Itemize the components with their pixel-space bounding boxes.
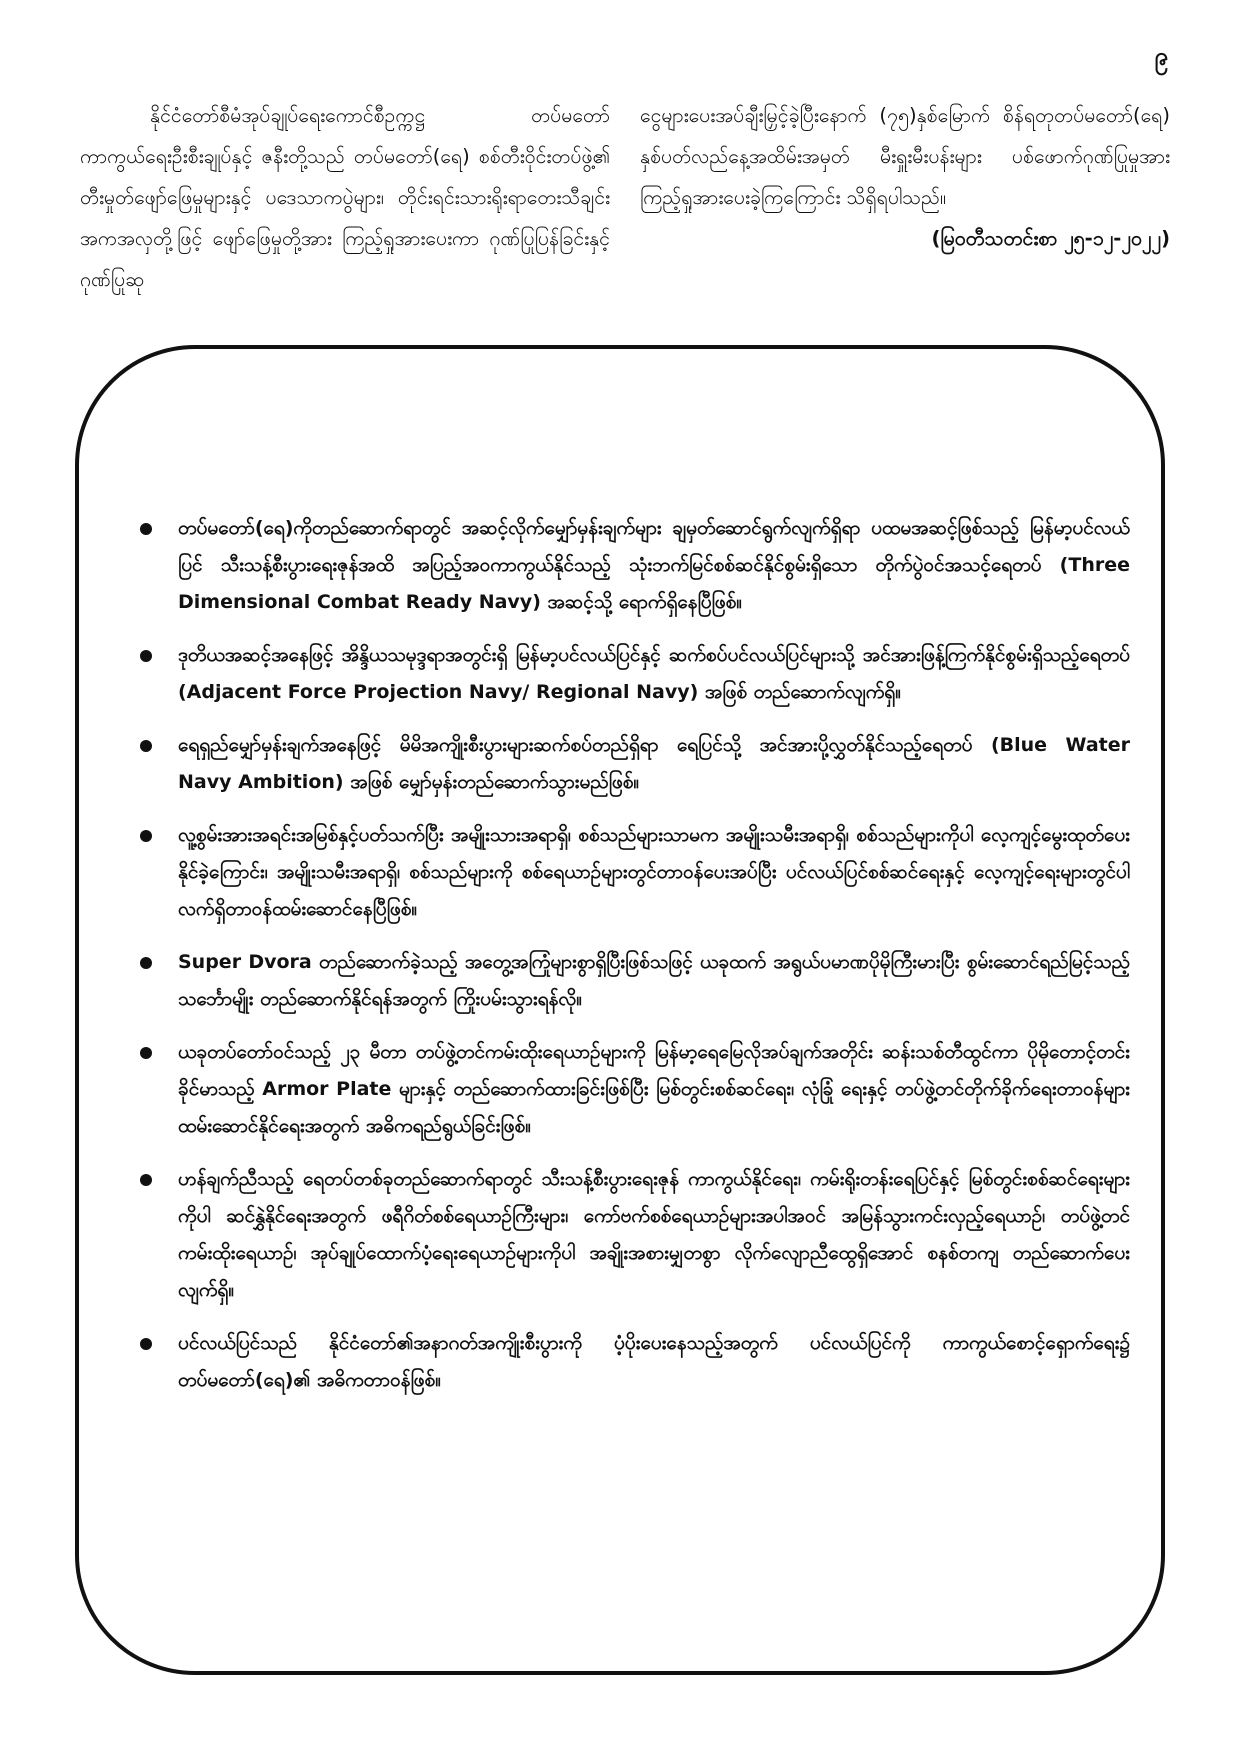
bullet-item: [140, 1325, 1130, 1399]
bullet-text: Super Dvora တည်ဆောက်ခဲ့သည့် အတွေ့အကြုံများစွာရှိပြီးဖြစ်သဖြင့် ယခုထက် အရွယ်ပမာဏပိုမိုကြီးမားပြီး စွမ်းဆောင်ရည်မြင့်သည့်သင်္ဘောမျိုး တည်ဆောက်နိုင်ရန်အတွက် ကြိုးပမ်းသွားရန်လို။: [178, 951, 1130, 1010]
left-paragraph: နိုင်ငံတော်စီမံအုပ်ချုပ်ရေးကောင်စီဥက္ကဋ္ဌ တပ်မတော်ကာကွယ်ရေးဦးစီးချုပ်နှင့် ဇနီးတို့သည် တပ်မတော်(ရေ) စစ်တီးဝိုင်းတပ်ဖွဲ့၏ တီးမှုတ်ဖျော်ဖြေမှုများနှင့် ပဒေသာကပွဲများ၊ တိုင်းရင်းသားရိုးရာတေးသီချင်းအကအလှတို့ဖြင့် ဖျော်ဖြေမှုတို့အား ကြည့်ရှုအားပေးကာ ဂုဏ်ပြုပြန်ခြင်းနှင့် ဂုဏ်ပြုဆု: [80, 104, 610, 291]
bullet-list: [140, 510, 1130, 1415]
bullet-dot-icon: [140, 830, 152, 842]
bullet-item: [140, 1034, 1130, 1145]
bullet-item: [140, 1161, 1130, 1309]
top-columns: [80, 95, 1170, 300]
bullet-item: [140, 944, 1130, 1018]
bullet-dot-icon: [140, 523, 152, 535]
bullet-text: ပင်လယ်ပြင်သည် နိုင်ငံတော်၏အနာဂတ်အကျိုးစီးပွားကို ပံ့ပိုးပေးနေသည့်အတွက် ပင်လယ်ပြင်ကို ကာကွယ်စောင့်ရှောက်ရေး၌ တပ်မတော်(ရေ)၏ အဓိကတာဝန်ဖြစ်။: [178, 1332, 1130, 1391]
left-column: [80, 95, 610, 300]
bullet-dot-icon: [140, 1047, 152, 1059]
bullet-dot-icon: [140, 1174, 152, 1186]
bullet-text: တပ်မတော်(ရေ)ကိုတည်ဆောက်ရာတွင် အဆင့်လိုက်မျှော်မှန်းချက်များ ချမှတ်ဆောင်ရွက်လျက်ရှိရာ ပထမအဆင့်ဖြစ်သည့် မြန်မာ့ပင်လယ်ပြင် သီးသန့်စီးပွားရေးဇုန်အထိ အပြည့်အဝကာကွယ်နိုင်သည့် သုံးဘက်မြင်စစ်ဆင်နိုင်စွမ်းရှိသော တိုက်ပွဲဝင်အသင့်ရေတပ် (Three Dimensional Combat Ready Navy) အဆင့်သို့ ရောက်ရှိနေပြီဖြစ်။: [178, 517, 1130, 613]
bullet-text: ယခုတပ်တော်ဝင်သည့် ၂၃ မီတာ တပ်ဖွဲ့တင်ကမ်းထိုးရေယာဉ်များကို မြန်မာ့ရေမြေလိုအပ်ချက်အတိုင်း ဆန်းသစ်တီထွင်ကာ ပိုမိုတောင့်တင်းခိုင်မာသည့် Armor Plate များနှင့် တည်ဆောက်ထားခြင်းဖြစ်ပြီး မြစ်တွင်းစစ်ဆင်ရေး၊ လုံခြုံ ရေးနှင့် တပ်ဖွဲ့တင်တိုက်ခိုက်ရေးတာဝန်များ ထမ်းဆောင်နိုင်ရေးအတွက် အဓိကရည်ရွယ်ခြင်းဖြစ်။: [178, 1041, 1130, 1137]
page-number: ၉: [1154, 42, 1168, 70]
bullet-dot-icon: [140, 650, 152, 662]
bullet-item: [140, 817, 1130, 928]
bullet-dot-icon: [140, 1338, 152, 1350]
bullet-text: ရေရှည်မျှော်မှန်းချက်အနေဖြင့် မိမိအကျိုးစီးပွားများဆက်စပ်တည်ရှိရာ ရေပြင်သို့ အင်အားပို့လွှတ်နိုင်သည့်ရေတပ် (Blue Water Navy Ambition) အဖြစ် မျှော်မှန်းတည်ဆောက်သွားမည်ဖြစ်။: [178, 734, 1130, 793]
right-column: [640, 95, 1170, 300]
bullet-text: ဒုတိယအဆင့်အနေဖြင့် အိန္ဒိယသမုဒ္ဒရာအတွင်းရှိ မြန်မာ့ပင်လယ်ပြင်နှင့် ဆက်စပ်ပင်လယ်ပြင်များသို့ အင်အားဖြန့်ကြက်နိုင်စွမ်းရှိသည့်ရေတပ် (Adjacent Force Projection Navy/ Regional Navy) အဖြစ် တည်ဆောက်လျက်ရှိ။: [178, 644, 1130, 703]
right-paragraph: ငွေများပေးအပ်ချီးမြှင့်ခဲ့ပြီးနောက် (၇၅)နှစ်မြောက် စိန်ရတုတပ်မတော်(ရေ) နှစ်ပတ်လည်နေ့အထိမ်းအမှတ် မီးရှူးမီးပန်းများ ပစ်ဖောက်ဂုဏ်ပြုမှုအား ကြည့်ရှုအားပေးခဲ့ကြကြောင်း သိရှိရပါသည်။: [640, 104, 1170, 209]
source-citation: (မြဝတီသတင်းစာ ၂၅-၁၂-၂၀၂၂): [931, 227, 1170, 250]
bullet-dot-icon: [140, 957, 152, 969]
bullet-item: [140, 510, 1130, 621]
bullet-text: လူ့စွမ်းအားအရင်းအမြစ်နှင့်ပတ်သက်ပြီး အမျိုးသားအရာရှိ၊ စစ်သည်များသာမက အမျိုးသမီးအရာရှိ၊ စစ်သည်များကိုပါ လေ့ကျင့်မွေးထုတ်ပေးနိုင်ခဲ့ကြောင်း၊ အမျိုးသမီးအရာရှိ၊ စစ်သည်များကို စစ်ရေယာဉ်များတွင်တာဝန်ပေးအပ်ပြီး ပင်လယ်ပြင်စစ်ဆင်ရေးနှင့် လေ့ကျင့်ရေးများတွင်ပါ လက်ရှိတာဝန်ထမ်းဆောင်နေပြီဖြစ်။: [178, 824, 1130, 920]
bullet-text: ဟန်ချက်ညီသည့် ရေတပ်တစ်ခုတည်ဆောက်ရာတွင် သီးသန့်စီးပွားရေးဇုန် ကာကွယ်နိုင်ရေး၊ ကမ်းရိုးတန်းရေပြင်နှင့် မြစ်တွင်းစစ်ဆင်ရေးများကိုပါ ဆင်နွှဲနိုင်ရေးအတွက် ဖရီဂိတ်စစ်ရေယာဉ်ကြီးများ၊ ကော်ဗက်စစ်ရေယာဉ်များအပါအဝင် အမြန်သွားကင်းလှည့်ရေယာဉ်၊ တပ်ဖွဲ့တင်ကမ်းထိုးရေယာဉ်၊ အုပ်ချုပ်ထောက်ပံ့ရေးရေယာဉ်များကိုပါ အချိုးအစားမျှတစွာ လိုက်လျောညီထွေရှိအောင် စနစ်တကျ တည်ဆောက်ပေးလျက်ရှိ။: [178, 1168, 1130, 1301]
bullet-item: [140, 727, 1130, 801]
bullet-item: [140, 637, 1130, 711]
bullet-dot-icon: [140, 740, 152, 752]
